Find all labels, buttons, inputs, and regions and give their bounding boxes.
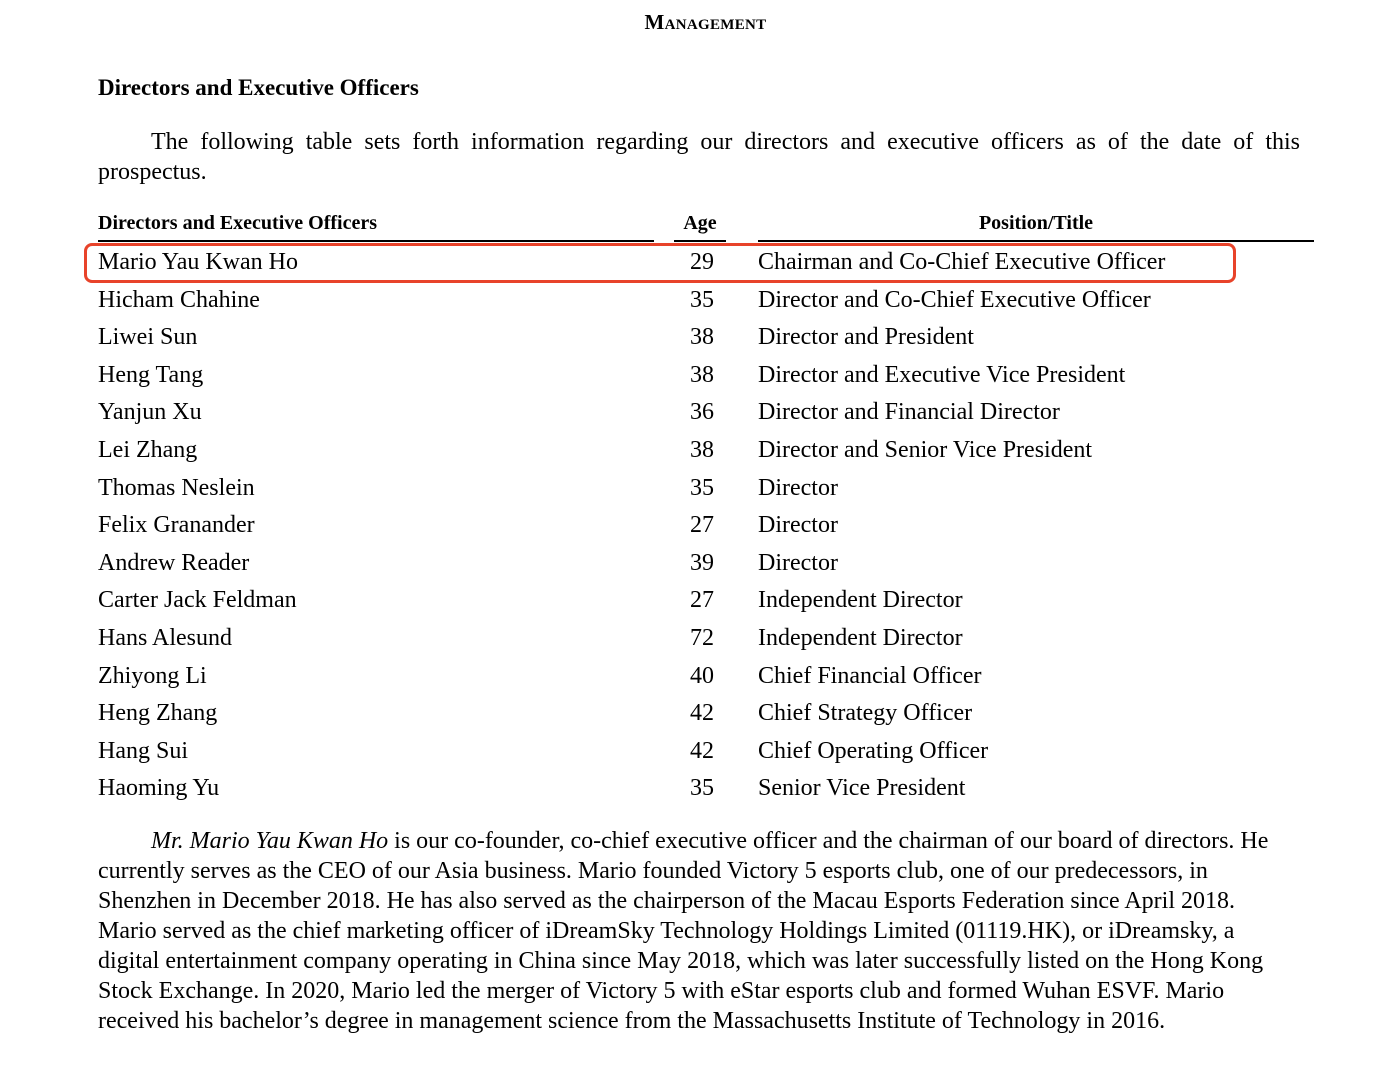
bio-paragraph [98, 826, 1298, 1036]
officer-name: Carter Jack Feldman [98, 587, 297, 614]
officer-position: Chairman and Co-Chief Executive Officer [758, 249, 1166, 275]
table-row [98, 432, 1314, 470]
officer-name: Thomas Neslein [98, 474, 255, 501]
officer-age: 40 [690, 662, 714, 689]
table-row [98, 319, 1314, 357]
officer-name: Zhiyong Li [98, 662, 207, 689]
table-row [98, 770, 1314, 808]
officer-position: Director and Co-Chief Executive Officer [758, 286, 1151, 313]
table-row [98, 394, 1314, 432]
officer-position: Independent Director [758, 624, 963, 651]
officer-name: Hans Alesund [98, 624, 232, 651]
table-row [98, 507, 1314, 545]
header-position: Position/Title [758, 212, 1314, 242]
table-row [98, 357, 1314, 395]
officer-age: 38 [690, 436, 714, 463]
officer-age: 42 [690, 737, 714, 764]
bio-text: is our co-founder, co-chief executive officer and the chairman of our board of directors. He currently serves as the CEO of our Asia business. Mario founded Victory 5 esports club, one of our predecessors, in Shenzhen in December 2018. He has also served as the chairperson of the Macau Esports Federation since April 2018. Mario served as the chief marketing officer of iDreamSky Technology Holdings Limited (01119.HK), or iDreamsky, a digital entertainment company operating in China since May 2018, which was later successfully listed on the Hong Kong Stock Exchange. In 2020, Mario led the merger of Victory 5 with eStar esports club and formed Wuhan ESVF. Mario received his bachelor’s degree in management science from the Massachusetts Institute of Technology in 2016. [98, 828, 1269, 1034]
officer-age: 38 [690, 324, 714, 351]
officer-position: Senior Vice President [758, 775, 966, 802]
officer-age: 27 [690, 587, 714, 614]
bio-name: Mr. Mario Yau Kwan Ho [151, 828, 389, 854]
officer-position: Independent Director [758, 587, 963, 614]
officer-position: Director and Financial Director [758, 399, 1060, 426]
table-row [98, 244, 1314, 282]
officer-age: 35 [690, 474, 714, 501]
table-row [98, 620, 1314, 658]
officer-position: Chief Strategy Officer [758, 700, 973, 727]
officer-position: Chief Operating Officer [758, 737, 989, 764]
table-row [98, 695, 1314, 733]
officer-name: Lei Zhang [98, 436, 198, 463]
officer-age: 39 [690, 549, 714, 576]
table-header [98, 212, 1314, 242]
officer-position: Chief Financial Officer [758, 662, 982, 689]
officer-age: 29 [690, 249, 714, 275]
officer-position: Director and Senior Vice President [758, 436, 1093, 463]
officer-age: 27 [690, 512, 714, 539]
header-name: Directors and Executive Officers [98, 212, 654, 242]
table-row [98, 582, 1314, 620]
officer-age: 42 [690, 700, 714, 727]
table-row [98, 470, 1314, 508]
officer-name: Yanjun Xu [98, 399, 202, 426]
officer-name: Heng Tang [98, 361, 204, 388]
page-title: Management [644, 10, 767, 34]
officers-table [98, 244, 1314, 808]
table-row [98, 545, 1314, 583]
officer-position: Director [758, 549, 838, 576]
table-row [98, 282, 1314, 320]
officer-age: 72 [690, 624, 714, 651]
officer-name: Andrew Reader [98, 549, 250, 576]
officer-name: Felix Granander [98, 512, 255, 539]
officer-name: Liwei Sun [98, 324, 198, 351]
officer-name: Mario Yau Kwan Ho [98, 249, 298, 275]
officer-position: Director and Executive Vice President [758, 361, 1126, 388]
officer-name: Hang Sui [98, 737, 188, 764]
section-heading: Directors and Executive Officers [98, 75, 419, 100]
table-row [98, 658, 1314, 696]
officer-age: 35 [690, 775, 714, 802]
intro-paragraph: The following table sets forth information regarding our directors and executive officers as of the date of this prospectus. [98, 129, 1300, 185]
officer-position: Director [758, 474, 838, 501]
officer-name: Hicham Chahine [98, 286, 260, 313]
officer-name: Haoming Yu [98, 775, 220, 802]
table-row [98, 733, 1314, 771]
officer-age: 36 [690, 399, 714, 426]
header-age: Age [674, 212, 726, 242]
officer-age: 35 [690, 286, 714, 313]
officer-name: Heng Zhang [98, 700, 218, 727]
officer-position: Director [758, 512, 838, 539]
officer-position: Director and President [758, 324, 974, 351]
officer-age: 38 [690, 361, 714, 388]
